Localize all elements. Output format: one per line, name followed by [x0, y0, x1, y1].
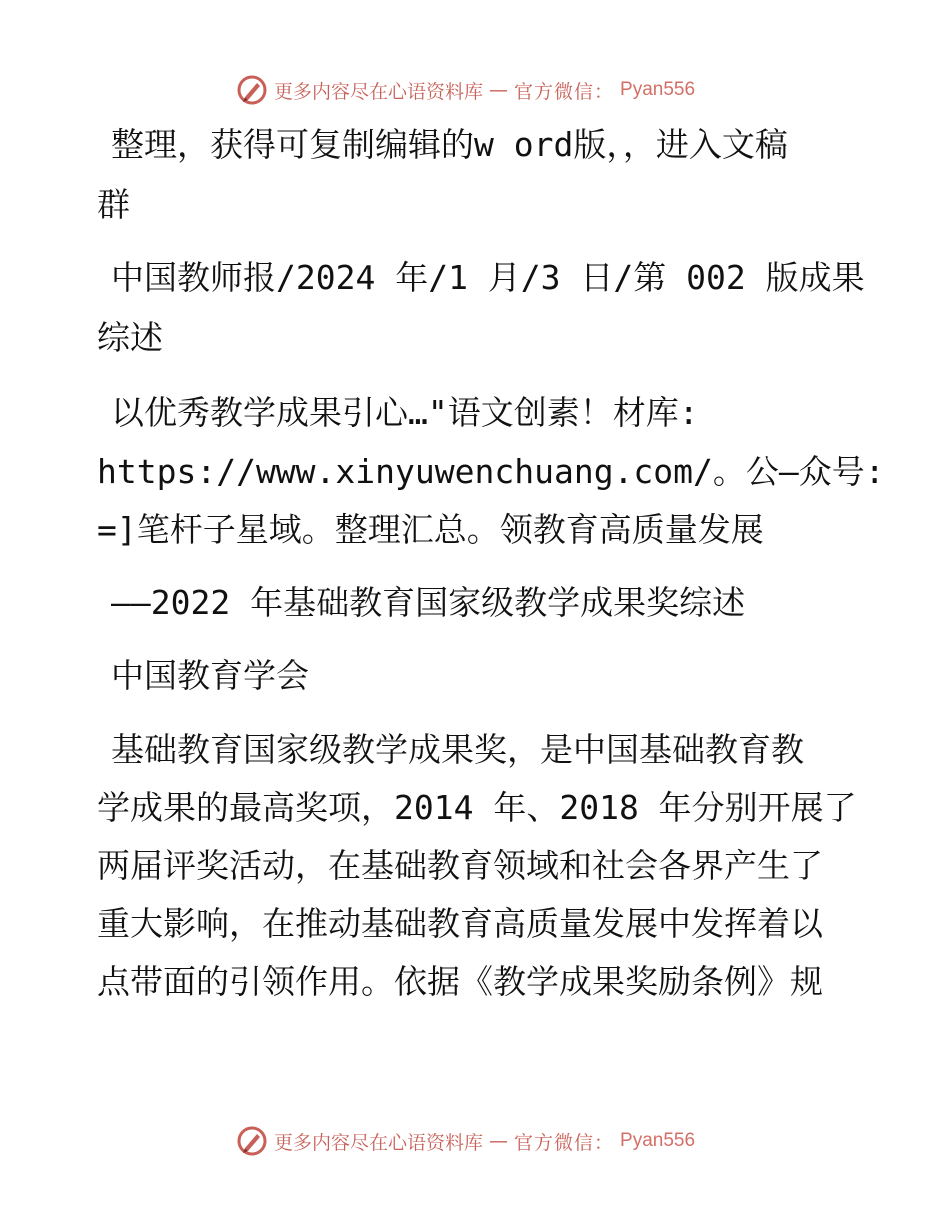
watermark-separator: — [489, 1130, 509, 1152]
watermark-wechat-id: Pyan556 [620, 79, 696, 100]
text-line: 学成果的最高奖项，2014 年、2018 年分别开展了 [97, 788, 857, 827]
text-line: ——2022 年基础教育国家级教学成果奖综述 [111, 583, 746, 622]
watermark-main-text: 更多内容尽在心语资料库 [274, 80, 484, 103]
footer-watermark [236, 1124, 695, 1158]
text-line: 中国教师报/2024 年/1 月/3 日/第 002 版成果 [111, 258, 865, 297]
text-line: 中国教育学会 [111, 656, 309, 695]
pen-logo-icon [236, 74, 268, 106]
pen-logo-icon [236, 1125, 268, 1157]
text-line: 综述 [97, 318, 163, 357]
text-line: https://www.xinyuwenchuang.com/。公—众号: [97, 452, 885, 491]
watermark-official-label: 官方微信： [514, 1131, 615, 1154]
text-line: 两届评奖活动，在基础教育领域和社会各界产生了 [97, 846, 823, 885]
text-line: 整理，获得可复制编辑的w ord版，，进入文稿 [111, 125, 788, 164]
watermark-main-text: 更多内容尽在心语资料库 [274, 1131, 484, 1154]
text-line: 重大影响，在推动基础教育高质量发展中发挥着以 [97, 904, 823, 943]
text-line: 以优秀教学成果引心…"语文创素！材库: [111, 393, 699, 432]
watermark-wechat-id: Pyan556 [620, 1130, 696, 1151]
header-watermark [236, 73, 695, 107]
text-line: =]笔杆子星域。整理汇总。领教育高质量发展 [97, 510, 764, 549]
text-line: 基础教育国家级教学成果奖，是中国基础教育教 [111, 730, 804, 769]
text-line: 群 [97, 185, 130, 224]
text-line: 点带面的引领作用。依据《教学成果奖励条例》规 [97, 962, 823, 1001]
watermark-separator: — [489, 79, 509, 101]
watermark-official-label: 官方微信： [514, 80, 615, 103]
